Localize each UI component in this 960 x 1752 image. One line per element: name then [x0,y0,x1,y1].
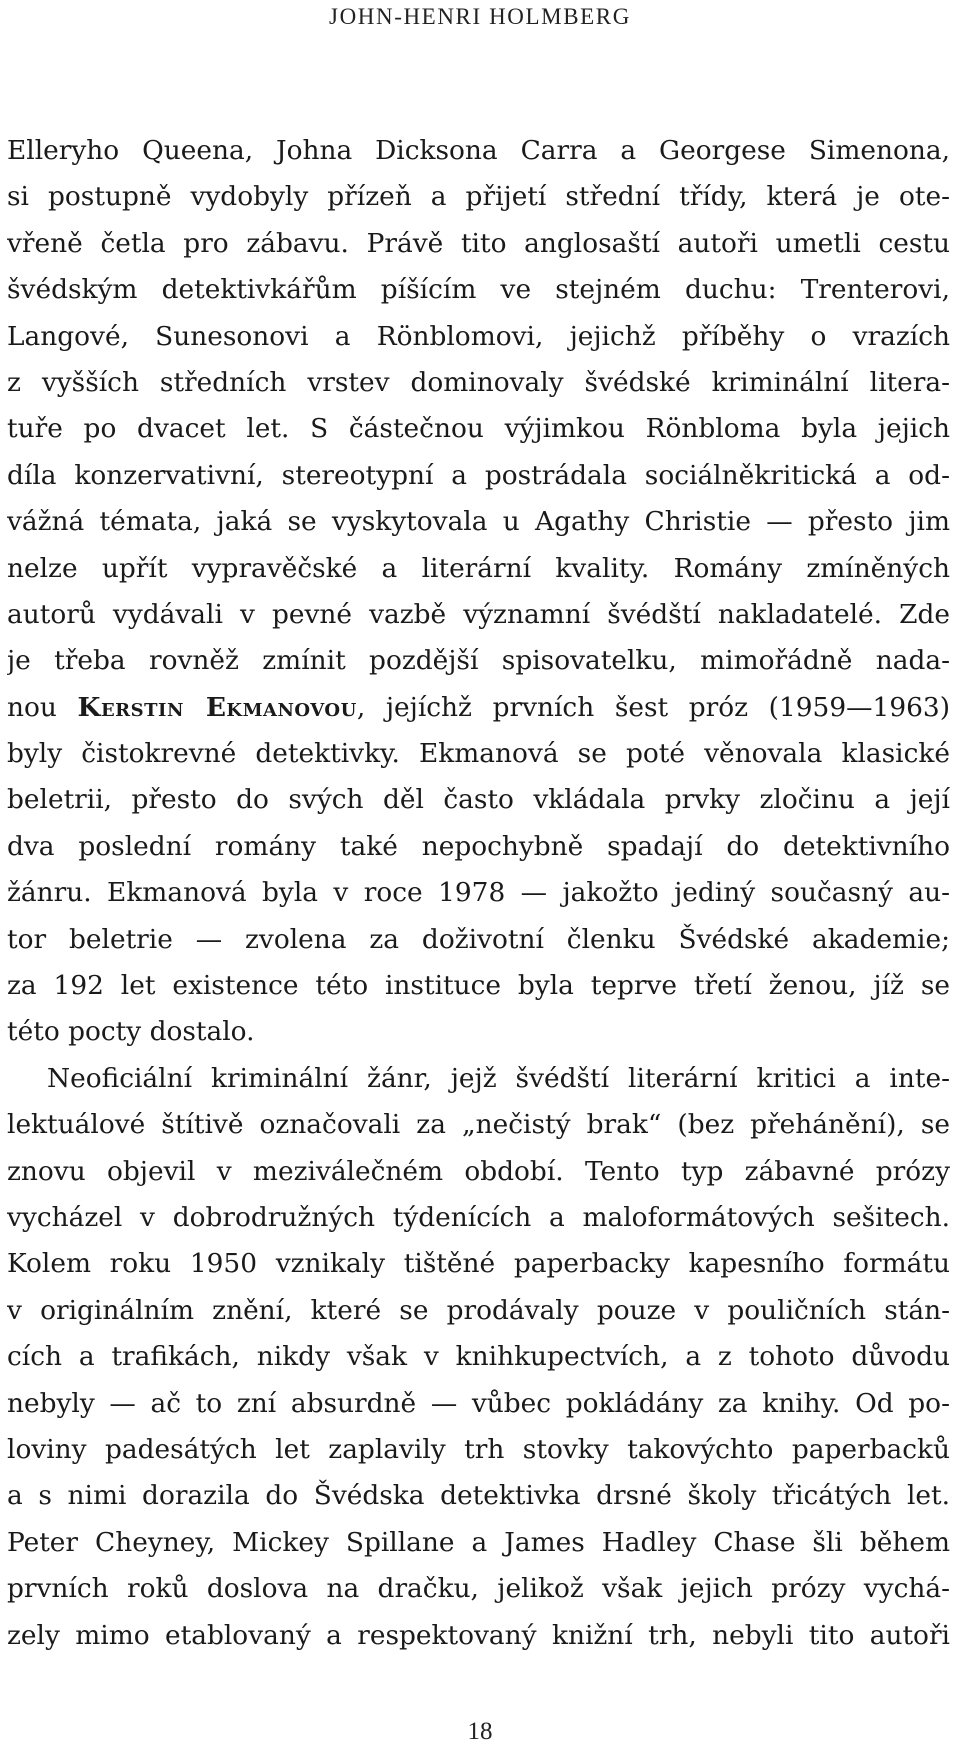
text-line: Peter Cheyney, Mickey Spillane a James Hadley Chase šli během [7,1526,950,1558]
text-line: cích a trafikách, nikdy však v knihkupectvích, a z tohoto důvodu [7,1341,950,1373]
text-line: tuře po dvacet let. S částečnou výjimkou Rönbloma byla jejich [7,413,950,445]
text-line: vážná témata, jaká se vyskytovala u Agathy Christie — přesto jim [7,506,950,538]
text-line: dva poslední romány také nepochybně spadají do detektivního [7,830,950,862]
text-line: loviny padesátých let zaplavily trh stovky takovýchto paperbacků [7,1433,950,1465]
text-line: této pocty dostalo. [7,1016,255,1048]
text-line: byly čistokrevné detektivky. Ekmanová se poté věnovala klasické [7,738,950,770]
paragraph-2 [7,1056,950,1659]
page-number: 18 [467,1718,493,1745]
text-line [7,685,950,731]
text-line: tor beletrie — zvolena za doživotní členku Švédské akademie; [7,923,950,955]
text-line: znovu objevil v meziválečném období. Tento typ zábavné prózy [7,1155,950,1187]
text-line: v originálním znění, které se prodávaly pouze v pouličních stán- [7,1294,950,1326]
text-line: žánru. Ekmanová byla v roce 1978 — jakožto jediný současný au- [7,877,950,909]
text-line: vycházel v dobrodružných týdenících a maloformátových sešitech. [7,1201,950,1233]
text-fragment: , jejíchž prvních šest próz (1959—1963) [356,691,950,723]
text-line: Elleryho Queena, Johna Dicksona Carra a Georgese Simenona, [7,135,950,166]
text-line: Neoficiální kriminální žánr, jejž švédští literární kritici a inte- [47,1062,950,1094]
text-line: švédským detektivkářům píšícím ve stejném duchu: Trenterovi, [7,274,950,306]
text-line: Langové, Sunesonovi a Rönblomovi, jejichž příběhy o vrazích [7,320,950,352]
text-fragment: nou [7,691,78,723]
text-line: beletrii, přesto do svých děl často vkládala prvky zločinu a její [7,784,950,816]
text-line: zely mimo etablovaný a respektovaný knižní trh, nebyli tito autoři [7,1619,950,1651]
text-line: díla konzervativní, stereotypní a postrádala sociálněkritická a od- [7,459,950,491]
text-line: si postupně vydobyly přízeň a přijetí střední třídy, která je ote- [7,181,950,213]
body-text [7,128,950,1659]
paragraph-1 [7,128,950,1056]
text-line: z vyšších středních vrstev dominovaly švédské kriminální litera- [7,366,950,398]
text-line: a s nimi dorazila do Švédska detektivka drsné školy třicátých let. [7,1480,950,1512]
text-line: autorů vydávali v pevné vazbě významní švédští nakladatelé. Zde [7,598,950,630]
text-line: je třeba rovněž zmínit pozdější spisovatelku, mimořádně nada- [7,645,950,677]
text-line: nebyly — ač to zní absurdně — vůbec pokládány za knihy. Od po- [7,1387,950,1419]
author-name-small-caps: Kerstin Ekmanovou [77,691,357,723]
text-line: za 192 let existence této instituce byla teprve třetí ženou, jíž se [7,970,950,1002]
text-line: prvních roků doslova na dračku, jelikož však jejich prózy vychá- [7,1573,950,1605]
running-header: JOHN-HENRI HOLMBERG [329,4,631,29]
text-line: nelze upřít vypravěčské a literární kvality. Romány zmíněných [7,552,950,584]
text-line: lektuálové štítivě označovali za „nečistý brak“ (bez přehánění), se [7,1109,950,1141]
text-line: vřeně četla pro zábavu. Právě tito anglosaští autoři umetli cestu [7,227,950,259]
text-line: Kolem roku 1950 vznikaly tištěné paperbacky kapesního formátu [7,1248,950,1280]
